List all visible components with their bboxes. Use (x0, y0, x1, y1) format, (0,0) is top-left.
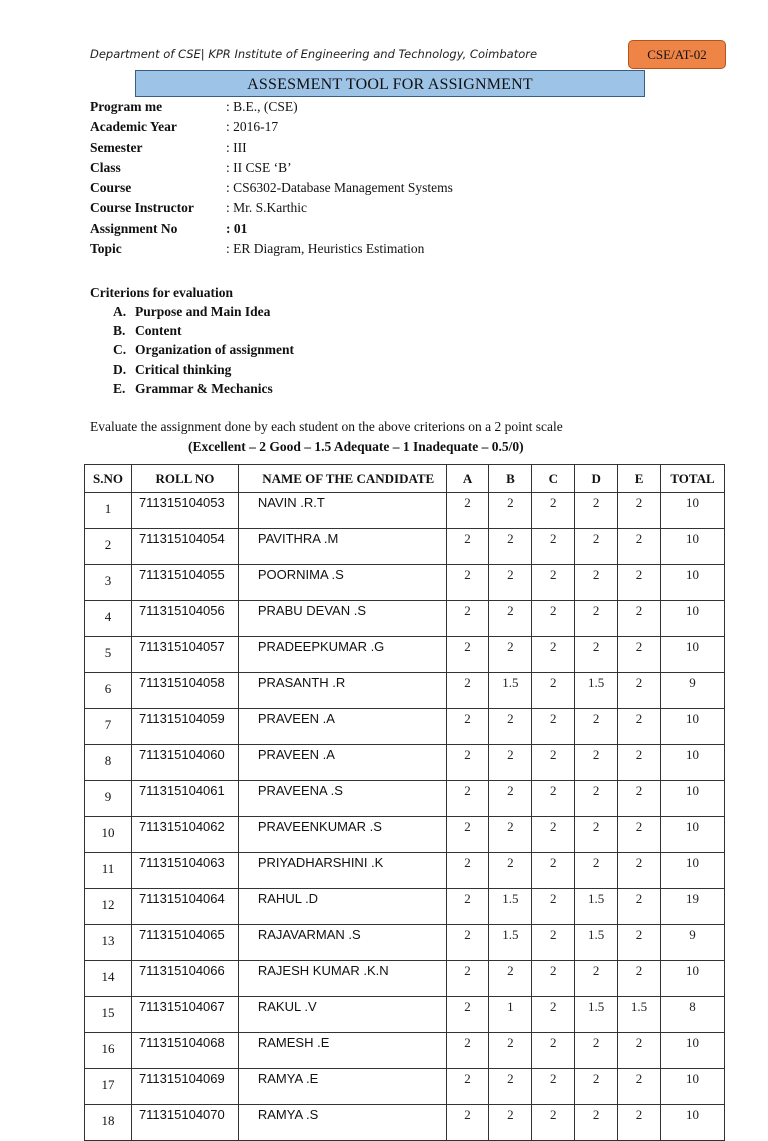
cell-score-b: 2 (489, 529, 532, 565)
cell-sno: 15 (85, 997, 132, 1033)
cell-candidate-name: POORNIMA .S (238, 565, 446, 601)
info-value: : Mr. S.Karthic (226, 200, 307, 216)
cell-score-b: 2 (489, 781, 532, 817)
cell-score-e: 2 (618, 745, 661, 781)
cell-candidate-name: PRADEEPKUMAR .G (238, 637, 446, 673)
cell-score-b: 2 (489, 637, 532, 673)
cell-roll-no: 711315104057 (131, 637, 238, 673)
cell-score-b: 1.5 (489, 889, 532, 925)
cell-score-e: 2 (618, 925, 661, 961)
cell-roll-no: 711315104053 (131, 493, 238, 529)
cell-score-c: 2 (532, 745, 575, 781)
cell-score-b: 1 (489, 997, 532, 1033)
cell-total: 10 (661, 529, 725, 565)
cell-score-b: 2 (489, 1033, 532, 1069)
cell-roll-no: 711315104064 (131, 889, 238, 925)
cell-sno: 14 (85, 961, 132, 997)
cell-score-c: 2 (532, 565, 575, 601)
cell-roll-no: 711315104067 (131, 997, 238, 1033)
cell-candidate-name: RAJAVARMAN .S (238, 925, 446, 961)
cell-score-a: 2 (446, 961, 489, 997)
cell-score-c: 2 (532, 961, 575, 997)
cell-score-d: 2 (575, 493, 618, 529)
cell-score-c: 2 (532, 853, 575, 889)
table-row (85, 1069, 725, 1105)
info-row-programme (90, 99, 453, 119)
cell-score-b: 2 (489, 745, 532, 781)
table-row (85, 601, 725, 637)
cell-roll-no: 711315104055 (131, 565, 238, 601)
cell-candidate-name: PRAVEEN .A (238, 709, 446, 745)
criteria-list (113, 304, 294, 400)
cell-score-d: 2 (575, 745, 618, 781)
cell-candidate-name: RAHUL .D (238, 889, 446, 925)
cell-score-d: 1.5 (575, 889, 618, 925)
cell-sno: 10 (85, 817, 132, 853)
cell-sno: 13 (85, 925, 132, 961)
cell-score-b: 2 (489, 817, 532, 853)
table-row (85, 961, 725, 997)
cell-score-e: 2 (618, 781, 661, 817)
cell-total: 10 (661, 817, 725, 853)
cell-score-a: 2 (446, 1105, 489, 1141)
cell-score-b: 2 (489, 853, 532, 889)
cell-sno: 6 (85, 673, 132, 709)
info-label: Program me (90, 99, 163, 114)
cell-candidate-name: PRAVEEN .A (238, 745, 446, 781)
info-label: Academic Year (90, 119, 177, 135)
cell-total: 9 (661, 673, 725, 709)
cell-score-e: 2 (618, 1069, 661, 1105)
cell-sno: 12 (85, 889, 132, 925)
cell-roll-no: 711315104061 (131, 781, 238, 817)
table-header-row (85, 465, 725, 493)
info-label: Semester (90, 139, 143, 155)
info-value: : CS6302-Database Management Systems (226, 180, 453, 196)
cell-score-c: 2 (532, 637, 575, 673)
info-value: : 01 (226, 220, 248, 236)
scale-legend: (Excellent – 2 Good – 1.5 Adequate – 1 Inadequate – 0.5/0) (188, 439, 524, 454)
cell-total: 8 (661, 997, 725, 1033)
cell-total: 10 (661, 1069, 725, 1105)
criteria-letter: B. (113, 323, 126, 339)
criteria-letter: A. (113, 304, 127, 319)
cell-roll-no: 711315104066 (131, 961, 238, 997)
cell-roll-no: 711315104065 (131, 925, 238, 961)
cell-candidate-name: PRIYADHARSHINI .K (238, 853, 446, 889)
criteria-text: Purpose and Main Idea (135, 304, 271, 319)
info-row-academic-year (90, 119, 453, 139)
cell-roll-no: 711315104069 (131, 1069, 238, 1105)
cell-score-d: 2 (575, 1033, 618, 1069)
cell-score-e: 2 (618, 817, 661, 853)
criteria-item (113, 342, 294, 361)
cell-score-a: 2 (446, 1033, 489, 1069)
criteria-text: Content (135, 323, 182, 339)
criteria-text: Grammar & Mechanics (135, 380, 273, 396)
evaluation-instruction: Evaluate the assignment done by each student on the above criterions on a 2 point scale (90, 419, 563, 434)
cell-score-d: 2 (575, 781, 618, 817)
info-label: Class (90, 159, 121, 175)
info-row-semester (90, 140, 453, 160)
info-row-assignment-no (90, 221, 453, 241)
cell-score-d: 1.5 (575, 925, 618, 961)
cell-total: 10 (661, 493, 725, 529)
cell-candidate-name: RAMESH .E (238, 1033, 446, 1069)
cell-roll-no: 711315104062 (131, 817, 238, 853)
cell-candidate-name: RAMYA .S (238, 1105, 446, 1141)
cell-score-c: 2 (532, 817, 575, 853)
cell-score-d: 2 (575, 565, 618, 601)
cell-roll-no: 711315104060 (131, 745, 238, 781)
cell-score-c: 2 (532, 1105, 575, 1141)
cell-score-e: 2 (618, 601, 661, 637)
cell-total: 10 (661, 745, 725, 781)
cell-sno: 7 (85, 709, 132, 745)
info-value: : 2016-17 (226, 119, 279, 135)
cell-total: 10 (661, 637, 725, 673)
cell-score-b: 2 (489, 709, 532, 745)
cell-total: 10 (661, 853, 725, 889)
cell-score-c: 2 (532, 781, 575, 817)
cell-roll-no: 711315104063 (131, 853, 238, 889)
course-info (90, 99, 453, 261)
cell-candidate-name: RAKUL .V (238, 997, 446, 1033)
col-header-a: A (446, 465, 489, 493)
cell-sno: 18 (85, 1105, 132, 1141)
cell-score-e: 2 (618, 673, 661, 709)
cell-candidate-name: RAMYA .E (238, 1069, 446, 1105)
cell-score-a: 2 (446, 781, 489, 817)
cell-score-a: 2 (446, 817, 489, 853)
cell-score-a: 2 (446, 997, 489, 1033)
cell-sno: 11 (85, 853, 132, 889)
cell-total: 19 (661, 889, 725, 925)
cell-score-d: 2 (575, 709, 618, 745)
info-value: : II CSE ‘B’ (226, 159, 292, 175)
criteria-item (113, 323, 294, 342)
table-row (85, 529, 725, 565)
cell-candidate-name: PRASANTH .R (238, 673, 446, 709)
col-header-roll: ROLL NO (131, 465, 238, 493)
cell-score-c: 2 (532, 709, 575, 745)
cell-score-d: 2 (575, 601, 618, 637)
criteria-heading: Criterions for evaluation (90, 285, 233, 300)
cell-score-c: 2 (532, 1033, 575, 1069)
cell-score-d: 2 (575, 1105, 618, 1141)
cell-candidate-name: PRABU DEVAN .S (238, 601, 446, 637)
cell-score-b: 2 (489, 493, 532, 529)
cell-score-a: 2 (446, 709, 489, 745)
table-row (85, 925, 725, 961)
cell-score-a: 2 (446, 493, 489, 529)
cell-sno: 1 (85, 493, 132, 529)
cell-score-a: 2 (446, 1069, 489, 1105)
cell-score-d: 2 (575, 961, 618, 997)
cell-roll-no: 711315104058 (131, 673, 238, 709)
cell-roll-no: 711315104054 (131, 529, 238, 565)
table-row (85, 1105, 725, 1141)
info-value: : III (226, 139, 247, 155)
criteria-item (113, 362, 294, 381)
table-row (85, 781, 725, 817)
cell-candidate-name: RAJESH KUMAR .K.N (238, 961, 446, 997)
table-row (85, 997, 725, 1033)
cell-score-c: 2 (532, 601, 575, 637)
criteria-item (113, 381, 294, 400)
cell-sno: 2 (85, 529, 132, 565)
info-label: Topic (90, 241, 122, 257)
table-row (85, 817, 725, 853)
cell-score-d: 2 (575, 529, 618, 565)
table-row (85, 889, 725, 925)
col-header-b: B (489, 465, 532, 493)
cell-score-b: 2 (489, 1105, 532, 1141)
cell-total: 10 (661, 781, 725, 817)
cell-score-b: 2 (489, 961, 532, 997)
info-value: : ER Diagram, Heuristics Estimation (226, 241, 425, 257)
cell-score-c: 2 (532, 529, 575, 565)
cell-score-d: 1.5 (575, 673, 618, 709)
criteria-letter: D. (113, 361, 127, 377)
cell-score-a: 2 (446, 673, 489, 709)
cell-sno: 16 (85, 1033, 132, 1069)
cell-roll-no: 711315104059 (131, 709, 238, 745)
col-header-c: C (532, 465, 575, 493)
document-code-badge: CSE/AT-02 (628, 40, 726, 69)
cell-score-a: 2 (446, 565, 489, 601)
table-row (85, 673, 725, 709)
department-header: Department of CSE| KPR Institute of Engineering and Technology, Coimbatore (90, 47, 538, 61)
criteria-letter: C. (113, 342, 127, 358)
table-row (85, 493, 725, 529)
cell-total: 10 (661, 565, 725, 601)
cell-score-c: 2 (532, 673, 575, 709)
cell-score-c: 2 (532, 1069, 575, 1105)
table-row (85, 853, 725, 889)
info-row-class (90, 160, 453, 180)
cell-score-e: 2 (618, 529, 661, 565)
cell-total: 10 (661, 1033, 725, 1069)
criteria-text: Organization of assignment (135, 342, 295, 358)
info-value: : B.E., (CSE) (226, 99, 298, 114)
cell-total: 10 (661, 1105, 725, 1141)
cell-score-e: 1.5 (618, 997, 661, 1033)
cell-score-e: 2 (618, 565, 661, 601)
cell-score-d: 2 (575, 817, 618, 853)
cell-score-e: 2 (618, 1033, 661, 1069)
cell-sno: 5 (85, 637, 132, 673)
table-row (85, 1033, 725, 1069)
cell-candidate-name: PRAVEENKUMAR .S (238, 817, 446, 853)
cell-score-a: 2 (446, 745, 489, 781)
info-label: Assignment No (90, 220, 178, 236)
cell-score-e: 2 (618, 1105, 661, 1141)
cell-score-b: 2 (489, 1069, 532, 1105)
cell-score-a: 2 (446, 925, 489, 961)
cell-total: 10 (661, 601, 725, 637)
cell-score-e: 2 (618, 853, 661, 889)
cell-score-a: 2 (446, 529, 489, 565)
cell-score-a: 2 (446, 853, 489, 889)
cell-sno: 9 (85, 781, 132, 817)
table-row (85, 709, 725, 745)
cell-sno: 4 (85, 601, 132, 637)
cell-roll-no: 711315104070 (131, 1105, 238, 1141)
cell-score-a: 2 (446, 637, 489, 673)
cell-sno: 17 (85, 1069, 132, 1105)
cell-score-d: 2 (575, 637, 618, 673)
cell-score-c: 2 (532, 493, 575, 529)
cell-score-d: 2 (575, 853, 618, 889)
cell-score-e: 2 (618, 961, 661, 997)
info-label: Course (90, 180, 132, 196)
criteria-letter: E. (113, 380, 126, 396)
col-header-sno: S.NO (85, 465, 132, 493)
col-header-d: D (575, 465, 618, 493)
cell-total: 9 (661, 925, 725, 961)
cell-score-b: 1.5 (489, 925, 532, 961)
col-header-name: NAME OF THE CANDIDATE (238, 465, 446, 493)
table-row (85, 565, 725, 601)
cell-score-a: 2 (446, 889, 489, 925)
cell-sno: 8 (85, 745, 132, 781)
cell-score-e: 2 (618, 889, 661, 925)
cell-total: 10 (661, 709, 725, 745)
info-row-instructor (90, 200, 453, 220)
cell-score-e: 2 (618, 637, 661, 673)
info-row-topic (90, 241, 453, 261)
cell-score-c: 2 (532, 925, 575, 961)
cell-score-a: 2 (446, 601, 489, 637)
table-row (85, 745, 725, 781)
criteria-item (113, 304, 294, 323)
col-header-e: E (618, 465, 661, 493)
col-header-total: TOTAL (661, 465, 725, 493)
cell-score-b: 1.5 (489, 673, 532, 709)
cell-score-b: 2 (489, 601, 532, 637)
cell-candidate-name: PAVITHRA .M (238, 529, 446, 565)
cell-sno: 3 (85, 565, 132, 601)
criteria-text: Critical thinking (135, 361, 232, 377)
cell-candidate-name: PRAVEENA .S (238, 781, 446, 817)
page-title: ASSESMENT TOOL FOR ASSIGNMENT (135, 70, 645, 97)
cell-score-e: 2 (618, 493, 661, 529)
cell-total: 10 (661, 961, 725, 997)
cell-score-d: 2 (575, 1069, 618, 1105)
cell-score-e: 2 (618, 709, 661, 745)
cell-score-d: 1.5 (575, 997, 618, 1033)
cell-score-b: 2 (489, 565, 532, 601)
cell-score-c: 2 (532, 997, 575, 1033)
cell-roll-no: 711315104056 (131, 601, 238, 637)
marks-table (84, 464, 725, 1141)
cell-candidate-name: NAVIN .R.T (238, 493, 446, 529)
info-label: Course Instructor (90, 200, 194, 216)
table-row (85, 637, 725, 673)
cell-roll-no: 711315104068 (131, 1033, 238, 1069)
cell-score-c: 2 (532, 889, 575, 925)
info-row-course (90, 180, 453, 200)
